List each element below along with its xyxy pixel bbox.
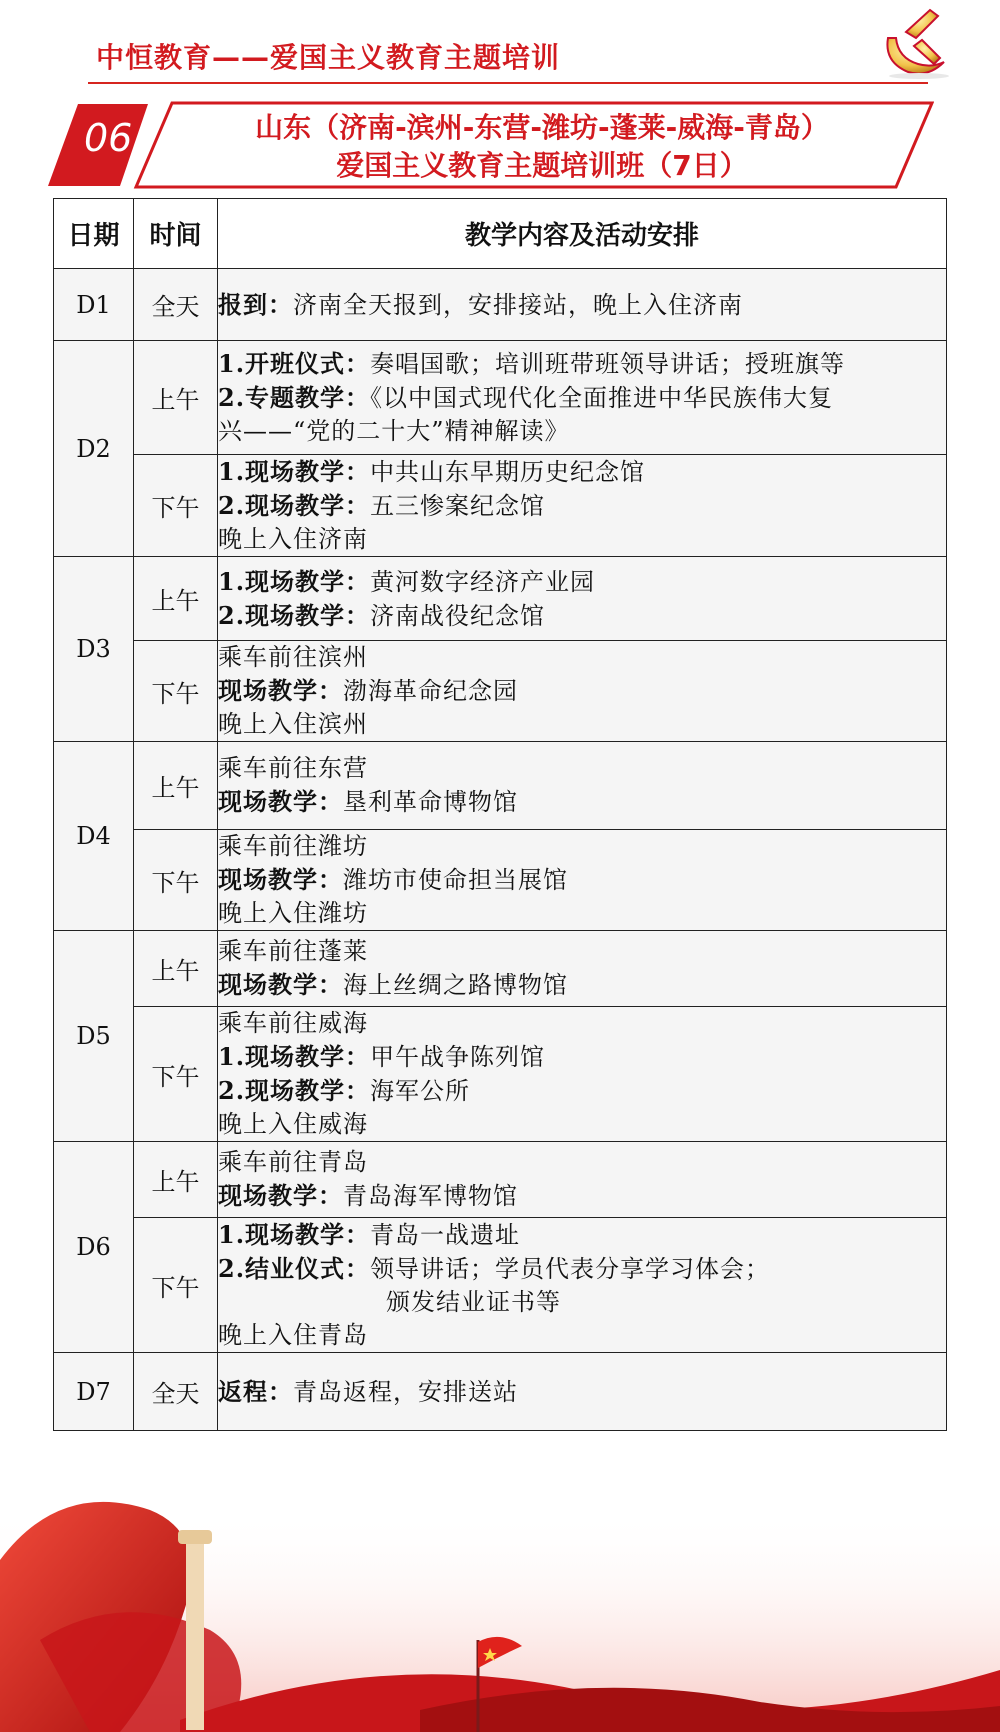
item-text: 颁发结业证书等 [386, 1288, 561, 1316]
item-text: 乘车前往东营 [218, 754, 368, 782]
item-text: 垦利革命博物馆 [343, 788, 518, 816]
table-row [54, 742, 947, 830]
table-row [54, 1007, 947, 1142]
item-label: 1.现场教学： [218, 457, 371, 486]
day-cell: D4 [54, 742, 134, 931]
slot-cell: 下午 [134, 641, 218, 742]
table-row [54, 269, 947, 341]
table-header-row [54, 199, 947, 269]
slot-cell: 上午 [134, 341, 218, 455]
item-label: 2.现场教学： [218, 600, 371, 630]
slot-cell: 下午 [134, 830, 218, 931]
slot-cell: 上午 [134, 931, 218, 1007]
slot-cell: 下午 [134, 1218, 218, 1353]
table-row [54, 1218, 947, 1353]
item-label: 1.现场教学： [218, 1042, 371, 1071]
item-label: 现场教学： [218, 970, 343, 999]
content-cell [218, 830, 947, 931]
item-text: 乘车前往青岛 [218, 1148, 368, 1176]
schedule-table [53, 198, 947, 1431]
item-text: 海上丝绸之路博物馆 [343, 971, 568, 999]
item-text: 潍坊市使命担当展馆 [343, 866, 568, 894]
item-text: 晚上入住威海 [218, 1110, 368, 1138]
slot-cell: 全天 [134, 1353, 218, 1431]
party-emblem-icon [878, 2, 960, 80]
content-cell [218, 341, 947, 455]
item-text: 海军公所 [370, 1077, 471, 1105]
slot-cell: 下午 [134, 1007, 218, 1142]
content-cell [218, 1007, 947, 1142]
content-cell [218, 1353, 947, 1431]
content-cell [218, 1142, 947, 1218]
content-cell [218, 641, 947, 742]
day-cell: D6 [54, 1142, 134, 1353]
day-cell: D3 [54, 557, 134, 742]
item-label: 现场教学： [218, 1181, 343, 1210]
banner-number: 06 [84, 116, 133, 160]
item-text: 青岛一战遗址 [370, 1221, 521, 1249]
slot-cell: 上午 [134, 1142, 218, 1218]
slot-cell: 下午 [134, 455, 218, 557]
item-label: 1.现场教学： [218, 566, 371, 596]
item-text: 青岛海军博物馆 [343, 1182, 518, 1210]
item-text: 乘车前往威海 [218, 1009, 368, 1037]
slot-cell: 上午 [134, 557, 218, 641]
item-label: 报到： [218, 289, 293, 319]
table-row [54, 931, 947, 1007]
item-label: 1.现场教学： [218, 1220, 371, 1249]
banner-title-line2: 爱国主义教育主题培训班（7日） [336, 149, 748, 182]
item-label: 现场教学： [218, 865, 343, 894]
table-row [54, 641, 947, 742]
item-label: 2.现场教学： [218, 491, 371, 520]
table-row [54, 1353, 947, 1431]
item-text: 兴——“党的二十大”精神解读》 [218, 417, 570, 445]
content-cell [218, 557, 947, 641]
item-text: 青岛返程，安排送站 [293, 1377, 518, 1406]
header-divider [88, 82, 928, 84]
content-cell [218, 269, 947, 341]
item-text: 领导讲话；学员代表分享学习体会； [370, 1255, 771, 1283]
header-content: 教学内容及活动安排 [218, 199, 947, 269]
item-text: 《以中国式现代化全面推进中华民族伟大复 [370, 384, 834, 412]
item-text: 晚上入住济南 [218, 525, 368, 553]
item-text: 渤海革命纪念园 [343, 677, 518, 705]
table-row [54, 557, 947, 641]
item-text: 奏唱国歌；培训班带班领导讲话；授班旗等 [370, 350, 846, 378]
day-cell: D5 [54, 931, 134, 1142]
day-cell: D1 [54, 269, 134, 341]
table-row [54, 341, 947, 455]
content-cell [218, 742, 947, 830]
item-label: 现场教学： [218, 676, 343, 705]
header-title: 中恒教育——爱国主义教育主题培训 [96, 41, 561, 74]
red-ribbon-decoration [0, 1470, 1000, 1732]
item-text: 五三惨案纪念馆 [370, 492, 546, 520]
header-date: 日期 [54, 199, 134, 269]
item-text: 乘车前往蓬莱 [218, 937, 368, 965]
item-label: 2.现场教学： [218, 1076, 371, 1105]
header-time: 时间 [134, 199, 218, 269]
item-text: 黄河数字经济产业园 [370, 567, 596, 596]
item-text: 济南全天报到，安排接站，晚上入住济南 [293, 290, 743, 319]
day-cell: D7 [54, 1353, 134, 1431]
item-text: 晚上入住滨州 [218, 710, 368, 738]
item-text: 晚上入住潍坊 [218, 899, 368, 927]
item-label: 1.开班仪式： [218, 349, 371, 378]
item-label: 2.结业仪式： [218, 1254, 371, 1283]
item-label: 现场教学： [218, 787, 343, 816]
item-text: 乘车前往滨州 [218, 643, 368, 671]
banner-title-line1: 山东（济南-滨州-东营-潍坊-蓬莱-威海-青岛） [255, 111, 829, 144]
content-cell [218, 1218, 947, 1353]
content-cell [218, 455, 947, 557]
table-row [54, 455, 947, 557]
item-text: 济南战役纪念馆 [370, 601, 546, 630]
table-row [54, 1142, 947, 1218]
day-cell: D2 [54, 341, 134, 557]
table-row [54, 830, 947, 931]
item-text: 乘车前往潍坊 [218, 832, 368, 860]
item-text: 中共山东早期历史纪念馆 [370, 458, 646, 486]
item-label: 返程： [218, 1376, 293, 1406]
slot-cell: 上午 [134, 742, 218, 830]
content-cell [218, 931, 947, 1007]
slot-cell: 全天 [134, 269, 218, 341]
item-text: 甲午战争陈列馆 [370, 1043, 546, 1071]
item-label: 2.专题教学： [218, 383, 371, 412]
item-text: 晚上入住青岛 [218, 1321, 368, 1349]
